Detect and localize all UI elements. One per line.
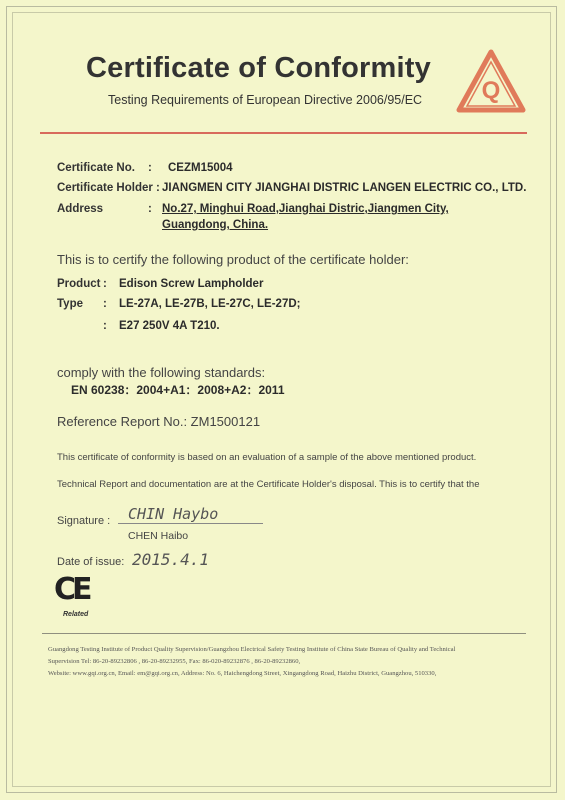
signature-line: [118, 523, 263, 524]
standards-value: EN 60238：2004+A1：2008+A2：2011: [71, 383, 285, 397]
footer-line1: Guangdong Testing Institute of Product Quality Supervision/Guangzhou Electrical Safety Testing Institute of China State Bureau of Quality and Technical: [48, 646, 456, 653]
signature-label: Signature :: [57, 515, 111, 527]
colon-text: :: [103, 278, 107, 290]
address-label: Address: [57, 203, 104, 215]
rating-colon: [103, 320, 107, 332]
colon-text: :: [148, 162, 152, 174]
type-label: Type: [57, 298, 83, 310]
svg-text:Q: Q: [481, 77, 501, 104]
signer-name: CHEN Haibo: [128, 530, 189, 542]
certificate-holder-value: JIANGMEN CITY JIANGHAI DISTRIC LANGEN ELECTRIC CO., LTD.: [162, 182, 527, 194]
type-value: LE-27A, LE-27B, LE-27C, LE-27D;: [119, 298, 301, 310]
ce-mark-caption: Related: [63, 611, 89, 618]
header-divider: [40, 132, 527, 134]
address-row: [57, 203, 103, 215]
address-line1-wrap: [162, 203, 449, 215]
certificate-holder-value-wrap: [162, 182, 526, 194]
certificate-no-value-wrap: [168, 162, 233, 174]
certificate-no-row: [57, 162, 135, 174]
reference-report: Reference Report No.: ZM1500121: [57, 414, 261, 429]
product-row: [57, 278, 100, 290]
address-colon: [148, 203, 152, 215]
colon-text: :: [148, 203, 152, 215]
colon-text: :: [103, 298, 107, 310]
footer-divider: [42, 633, 526, 634]
address-line2-wrap: [162, 219, 268, 231]
certificate-holder-label: Certificate Holder :: [57, 182, 160, 194]
product-colon: [103, 278, 107, 290]
type-colon: [103, 298, 107, 310]
certificate-holder-row: [57, 182, 160, 194]
colon-text: :: [103, 320, 107, 332]
certify-statement: This is to certify the following product of the certificate holder:: [57, 252, 409, 267]
standards-intro: comply with the following standards:: [57, 365, 266, 380]
ce-mark-icon: CE: [54, 572, 89, 607]
product-value: Edison Screw Lampholder: [119, 278, 264, 290]
footer-line2: Supervision Tel: 86-20-89232806 , 86-20-89232955, Fax: 86-020-89232876 , 86-20-89232860,: [48, 658, 301, 665]
address-line1: No.27, Minghui Road,Jianghai Distric,Jiangmen City,: [162, 203, 449, 215]
date-of-issue-label: Date of issue:: [57, 556, 125, 568]
cq-logo-icon: [455, 48, 527, 116]
signature-handwriting: CHIN Haybo: [128, 505, 219, 523]
type-row: [57, 298, 83, 310]
rating-value-wrap: [119, 320, 220, 332]
date-of-issue-handwriting: 2015.4.1: [132, 550, 210, 569]
product-label: Product: [57, 278, 101, 290]
address-line2: Guangdong, China.: [162, 219, 269, 231]
product-value-wrap: [119, 278, 263, 290]
statement-disposal: Technical Report and documentation are at the Certificate Holder's disposal. This is to certify that the: [57, 479, 480, 490]
certificate-no-value: CEZM15004: [168, 162, 233, 174]
certificate-title: Certificate of Conformity: [86, 52, 431, 84]
type-value-wrap: [119, 298, 300, 310]
rating-value: E27 250V 4A T210.: [119, 320, 220, 332]
certificate-subtitle: Testing Requirements of European Directive 2006/95/EC: [108, 93, 423, 107]
certificate-no-label: Certificate No.: [57, 162, 135, 174]
certificate-no-colon: [148, 162, 152, 174]
footer-line3: Website: www.gqi.org.cn, Email: em@gqi.org.cn, Address: No. 6, Haichengdong Street, Xingangdong Road, Haizhu District, Guangzhou, 510330,: [48, 670, 437, 677]
statement-sample: This certificate of conformity is based on an evaluation of a sample of the above mentioned product.: [57, 452, 477, 463]
